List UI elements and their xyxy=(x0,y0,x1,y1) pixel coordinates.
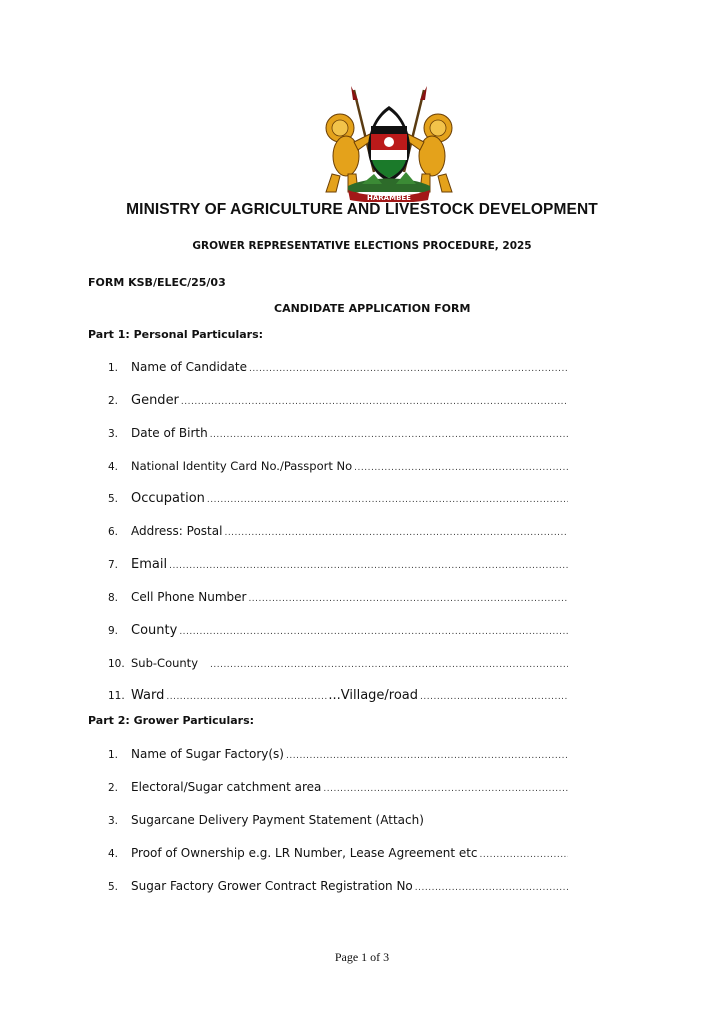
fill-in-line xyxy=(179,628,568,637)
field-label: Gender xyxy=(131,393,179,408)
field-cell-phone[interactable] xyxy=(108,590,568,608)
item-number: 4. xyxy=(108,461,119,473)
field-label-village: ...Village/road xyxy=(328,688,419,703)
fill-in-line xyxy=(286,752,568,761)
fill-in-line xyxy=(207,496,568,505)
field-label: County xyxy=(131,623,178,638)
field-label: Name of Sugar Factory(s) xyxy=(131,747,284,761)
coat-of-arms-emblem xyxy=(318,86,460,202)
field-gender[interactable] xyxy=(108,393,568,411)
part2-heading: Part 2: Grower Particulars: xyxy=(88,714,255,727)
item-number: 2. xyxy=(108,395,119,407)
ministry-title: MINISTRY OF AGRICULTURE AND LIVESTOCK DEVELOPMENT xyxy=(126,201,598,218)
emblem-motto: HARAMBEE xyxy=(367,194,411,202)
fill-in-line xyxy=(210,661,568,670)
item-number: 9. xyxy=(108,625,119,637)
field-ward-village[interactable] xyxy=(108,688,568,706)
fill-in-line xyxy=(323,785,568,794)
field-label: Date of Birth xyxy=(131,426,208,440)
item-number: 7. xyxy=(108,559,119,571)
field-label: Sugarcane Delivery Payment Statement (Attach) xyxy=(131,813,424,827)
part1-heading: Part 1: Personal Particulars: xyxy=(88,328,264,341)
field-label: Sugar Factory Grower Contract Registration No xyxy=(131,879,413,893)
field-name-of-candidate[interactable] xyxy=(108,360,568,378)
item-number: 2. xyxy=(108,782,119,794)
field-label: Cell Phone Number xyxy=(131,590,247,604)
form-title: CANDIDATE APPLICATION FORM xyxy=(274,302,471,315)
field-email[interactable] xyxy=(108,557,568,575)
field-occupation[interactable] xyxy=(108,491,568,509)
field-label: Address: Postal xyxy=(131,524,223,538)
fill-in-line xyxy=(181,398,568,407)
field-date-of-birth[interactable] xyxy=(108,426,568,444)
field-label: Electoral/Sugar catchment area xyxy=(131,780,322,794)
fill-in-line xyxy=(169,562,568,571)
field-national-id[interactable] xyxy=(108,459,568,477)
item-number: 6. xyxy=(108,526,119,538)
field-label: Occupation xyxy=(131,491,205,506)
item-number: 5. xyxy=(108,881,119,893)
fill-in-line xyxy=(420,693,568,702)
field-payment-statement[interactable] xyxy=(108,813,568,831)
fill-in-line xyxy=(224,529,568,538)
field-sugar-factory[interactable] xyxy=(108,747,568,765)
item-number: 10. xyxy=(108,658,125,670)
fill-in-line xyxy=(210,431,568,440)
item-number: 1. xyxy=(108,749,119,761)
item-number: 5. xyxy=(108,493,119,505)
field-label: Email xyxy=(131,557,168,572)
item-number: 4. xyxy=(108,848,119,860)
fill-in-line xyxy=(166,693,328,702)
item-number: 11. xyxy=(108,690,125,702)
field-contract-registration[interactable] xyxy=(108,879,568,897)
fill-in-line xyxy=(415,884,568,893)
item-number: 3. xyxy=(108,815,119,827)
field-label: Sub-County xyxy=(131,656,198,670)
item-number: 8. xyxy=(108,592,119,604)
field-postal-address[interactable] xyxy=(108,524,568,542)
fill-in-line xyxy=(248,595,568,604)
field-proof-of-ownership[interactable] xyxy=(108,846,568,864)
item-number: 3. xyxy=(108,428,119,440)
field-label: Ward xyxy=(131,688,165,703)
field-catchment-area[interactable] xyxy=(108,780,568,798)
fill-in-line xyxy=(354,464,568,473)
field-label: Proof of Ownership e.g. LR Number, Lease Agreement etc xyxy=(131,846,478,860)
field-label: National Identity Card No./Passport No xyxy=(131,459,353,473)
field-county[interactable] xyxy=(108,623,568,641)
field-label: Name of Candidate xyxy=(131,360,247,374)
procedure-title: GROWER REPRESENTATIVE ELECTIONS PROCEDURE, 2025 xyxy=(192,240,532,252)
page-number: Page 1 of 3 xyxy=(334,950,390,964)
field-sub-county[interactable] xyxy=(108,656,568,674)
fill-in-line xyxy=(249,365,568,374)
form-number: FORM KSB/ELEC/25/03 xyxy=(88,276,226,289)
fill-in-line xyxy=(480,851,568,860)
item-number: 1. xyxy=(108,362,119,374)
